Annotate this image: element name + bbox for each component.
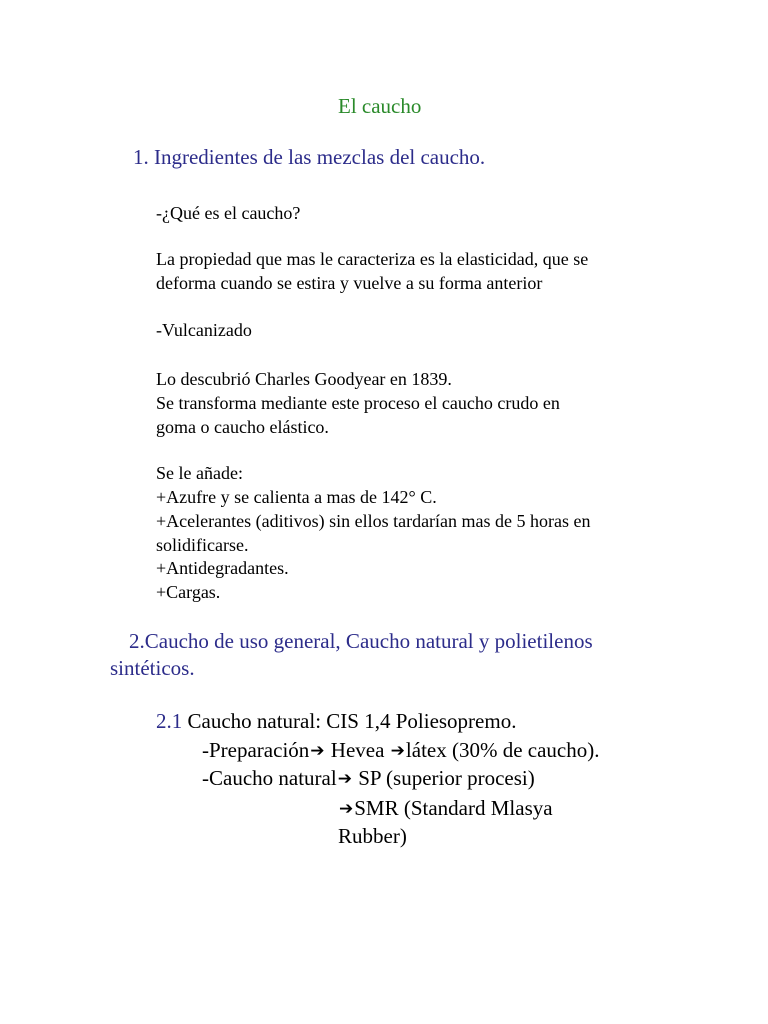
additive-antidegradantes: +Antidegradantes. [156,558,289,578]
preparation-line [202,740,600,761]
additive-azufre: +Azufre y se calienta a mas de 142° C. [156,487,437,507]
arrow-right-icon: ➔ [310,741,325,761]
additive-acelerantes-cont: solidificarse. [156,535,249,555]
natural-rubber-sp: SP (superior procesi) [352,766,535,790]
preparation-latex: látex (30% de caucho). [405,738,600,762]
smr-line-1 [338,798,553,819]
paragraph-elasticity-line-1: La propiedad que mas le caracteriza es la elasticidad, que se [156,249,589,269]
document-title: El caucho [338,94,422,118]
additive-acelerantes: +Acelerantes (aditivos) sin ellos tardarían mas de 5 horas en [156,511,591,531]
smr-text: SMR (Standard Mlasya [354,796,553,820]
section-2-heading-line-1: 2.Caucho de uso general, Caucho natural y polietilenos [129,629,593,653]
section-1-heading: 1. Ingredientes de las mezclas del caucho. [133,145,486,169]
natural-rubber-label: -Caucho natural [202,766,337,790]
subsection-number: 2.1 [156,709,183,733]
paragraph-elasticity-line-2: deforma cuando se estira y vuelve a su forma anterior [156,273,543,293]
paragraph-goodyear-line-2: Se transforma mediante este proceso el caucho crudo en [156,393,560,413]
additive-cargas: +Cargas. [156,582,221,602]
section-2-heading-line-2: sintéticos. [110,656,195,680]
heading-vulcanizado: -Vulcanizado [156,320,252,340]
paragraph-goodyear-line-3: goma o caucho elástico. [156,417,329,437]
preparation-hevea: Hevea [325,738,390,762]
paragraph-goodyear-line-1: Lo descubrió Charles Goodyear en 1839. [156,369,452,389]
arrow-right-icon: ➔ [339,799,354,819]
subsection-2-1-line [156,711,516,732]
additives-intro: Se le añade: [156,463,243,483]
preparation-label: -Preparación [202,738,310,762]
arrow-right-icon: ➔ [390,741,405,761]
subsection-title: Caucho natural: CIS 1,4 Poliesopremo. [182,709,517,733]
arrow-right-icon: ➔ [337,769,352,789]
question-what-is-rubber: -¿Qué es el caucho? [156,203,301,223]
natural-rubber-line [202,768,535,789]
smr-line-2: Rubber) [338,824,407,848]
